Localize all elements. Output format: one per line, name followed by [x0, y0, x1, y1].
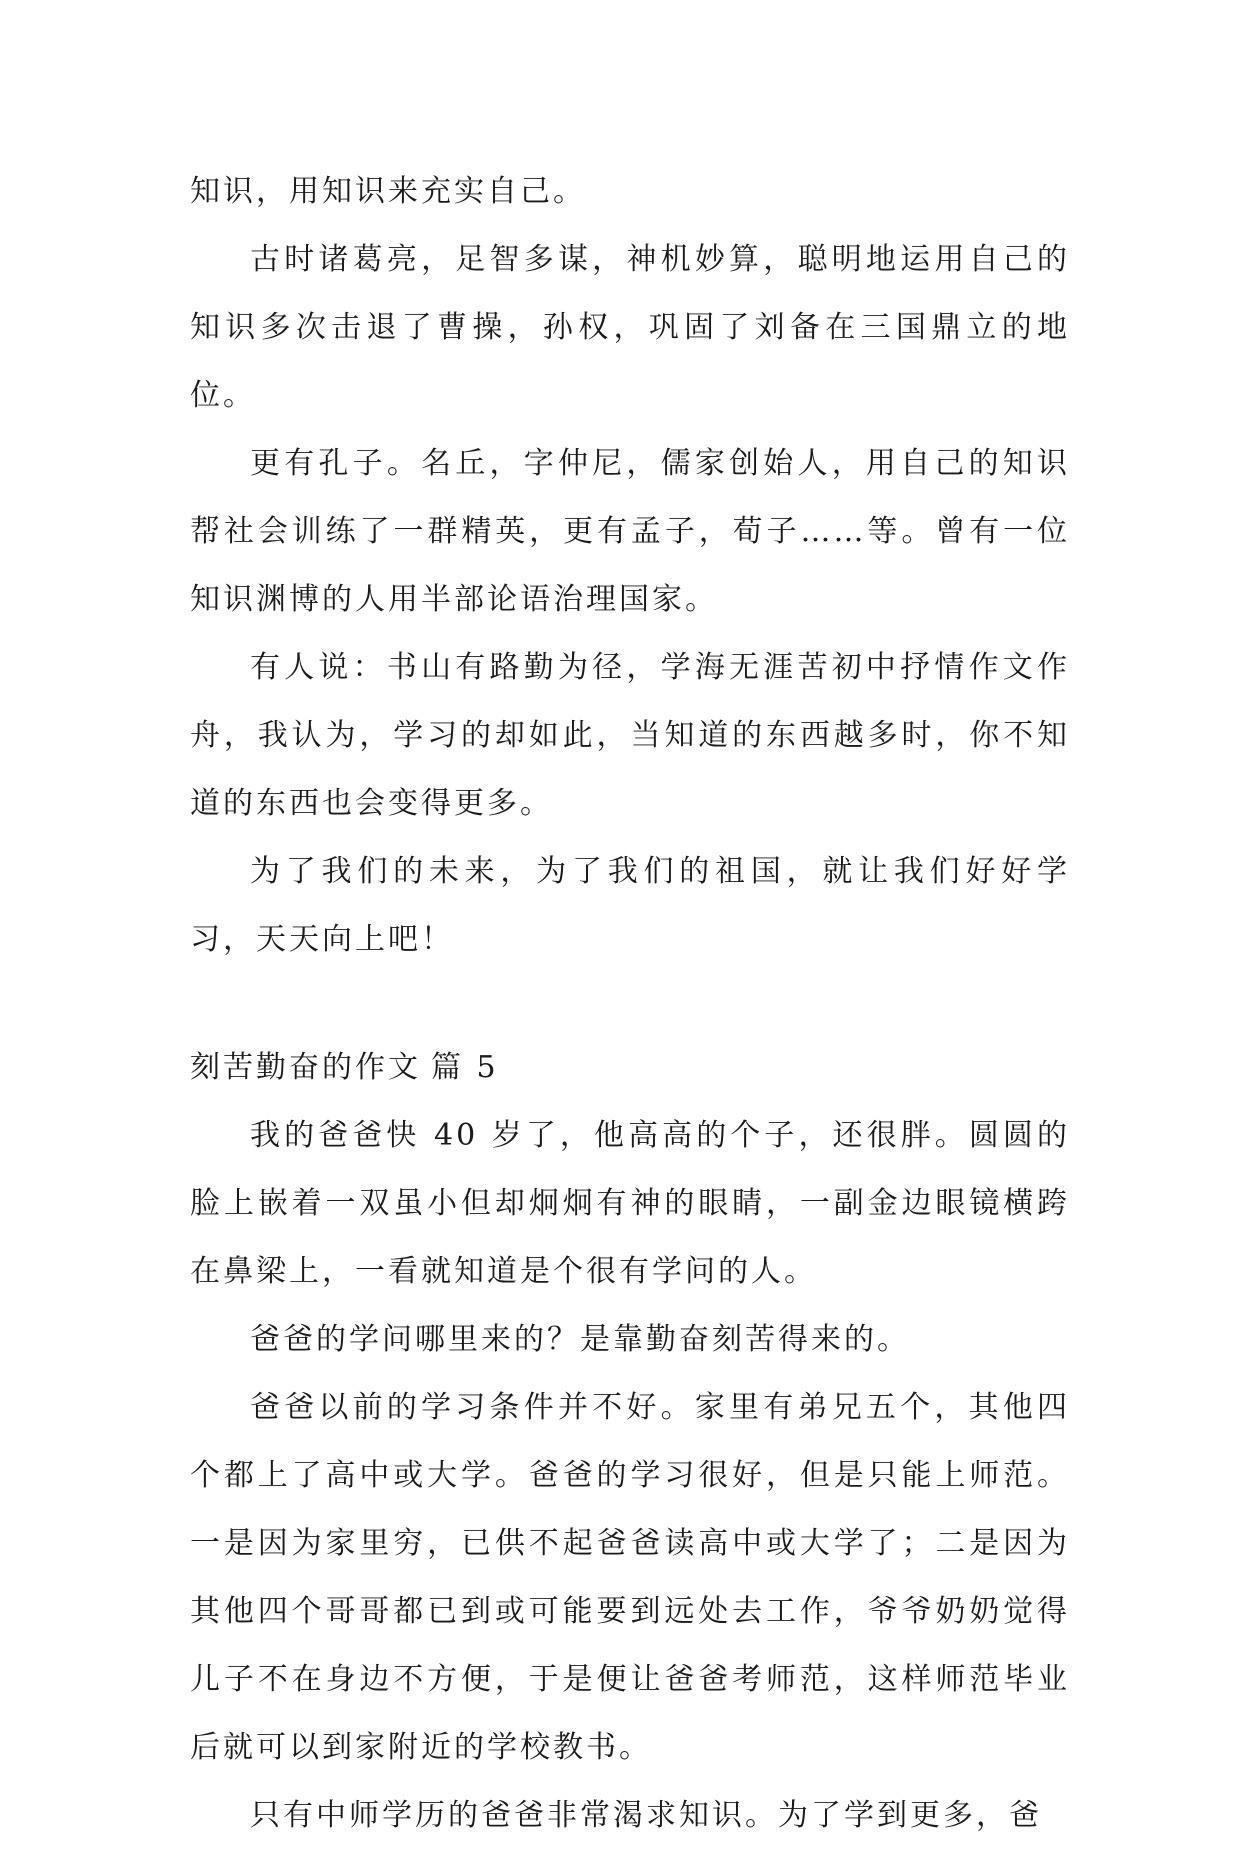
paragraph: 爸爸以前的学习条件并不好。家里有弟兄五个，其他四个都上了高中或大学。爸爸的学习很好，但是只能上师范。一是因为家里穷，已供不起爸爸读高中或大学了；二是因为其他四个哥哥都已到或可能要到远处去工作，爷爷奶奶觉得儿子不在身边不方便，于是便让爸爸考师范，这样师范毕业后就可以到家附近的学校教书。 — [190, 1390, 1070, 1765]
paragraph: 只有中师学历的爸爸非常渴求知识。为了学到更多，爸 — [250, 1798, 1042, 1833]
section-heading — [190, 1034, 1070, 1102]
paragraph: 知识，用知识来充实自己。 — [190, 174, 586, 209]
paragraph: 为了我们的未来，为了我们的祖国，就让我们好好学习，天天向上吧！ — [190, 854, 1070, 957]
paragraph: 更有孔子。名丘，字仲尼，儒家创始人，用自己的知识帮社会训练了一群精英，更有孟子，荀子……等。曾有一位知识渊博的人用半部论语治理国家。 — [190, 446, 1070, 617]
document-body — [190, 158, 1070, 1850]
paragraph: 我的爸爸快 40 岁了，他高高的个子，还很胖。圆圆的脸上嵌着一双虽小但却炯炯有神的眼睛，一副金边眼镜横跨在鼻梁上，一看就知道是个很有学问的人。 — [190, 1118, 1070, 1289]
paragraph: 爸爸的学问哪里来的？是靠勤奋刻苦得来的。 — [250, 1322, 910, 1357]
section-number: 篇 5 — [431, 1050, 499, 1085]
paragraph: 古时诸葛亮，足智多谋，神机妙算，聪明地运用自己的知识多次击退了曹操，孙权，巩固了刘备在三国鼎立的地位。 — [190, 242, 1070, 413]
section-title-text: 刻苦勤奋的作文 — [190, 1050, 421, 1085]
paragraph: 有人说：书山有路勤为径，学海无涯苦初中抒情作文作舟，我认为，学习的却如此，当知道的东西越多时，你不知道的东西也会变得更多。 — [190, 650, 1070, 821]
